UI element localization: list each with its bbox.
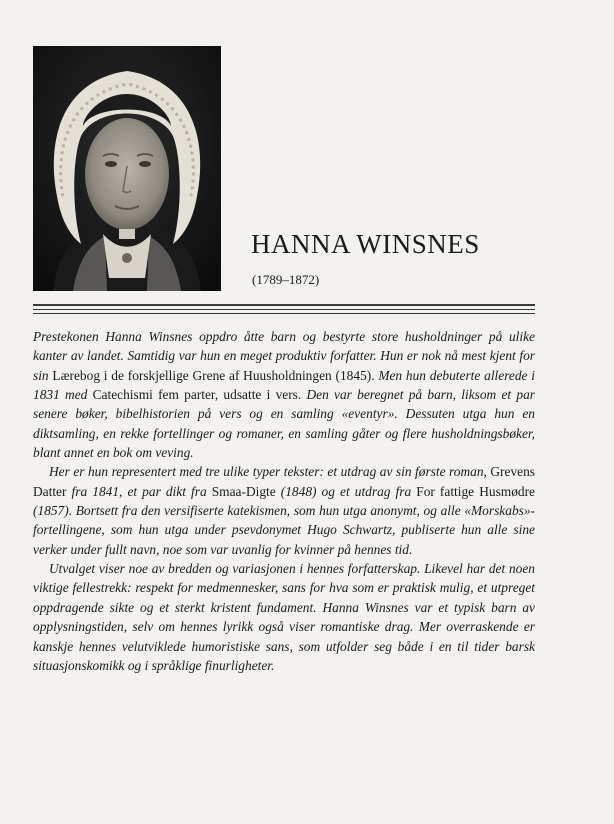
paragraph-text: (1857). Bortsett fra den versifiserte katekismen, som hun utga anonymt, og alle «Morskabs»-fortellingene, som hun utga under psevdonymet Hugo Schwartz, publiserte hun alle sine verker under fullt navn, noe som var uvanlig for kvinner på hennes tid. [33, 503, 535, 557]
portrait-illustration [33, 46, 221, 291]
paragraph-text: fra 1841, et par dikt fra [66, 483, 212, 499]
article-body [33, 327, 535, 675]
book-title: Catechismi fem parter, udsatte i vers. [92, 387, 302, 403]
paragraph-text: (1848) og et utdrag fra [275, 483, 417, 499]
paragraph-text: Den var beregnet på barn, liksom et par senere bøker, bibelhistorien på vers og en samling «eventyr». Dessuten utga hun en diktsamling, en rekke fortellinger og romaner, en samling gåter og flere husholdningsbøker, blant annet en bok om veving. [33, 387, 535, 461]
divider-rule [33, 313, 535, 314]
divider-rule [33, 304, 535, 306]
author-dates: (1789–1872) [252, 272, 320, 287]
paragraph-text: Her er hun representert med tre ulike typer tekster: et utdrag av sin første roman, [49, 464, 491, 480]
book-title: For fattige Husmødre [416, 483, 535, 499]
book-title: Grevens Datter [33, 464, 535, 499]
author-name: HANNA WINSNES [251, 229, 480, 259]
body-paragraph [33, 559, 535, 675]
book-title: Lærebog i de forskjellige Grene af Huusholdningen (1845). [52, 367, 375, 383]
paragraph-text: Men hun debuterte allerede i 1831 med [33, 367, 536, 403]
book-title: Smaa-Digte [211, 483, 276, 499]
body-paragraph [33, 462, 535, 559]
body-paragraph [33, 327, 535, 462]
portrait-photo [33, 46, 221, 291]
paragraph-text: Prestekonen Hanna Winsnes oppdro åtte barn og bestyrte store husholdninger på ulike kanter av landet. Samtidig var hun en meget produktiv forfatter. Hun er nok nå mest kjent for sin [33, 329, 535, 383]
paragraph-text: Utvalget viser noe av bredden og variasjonen i hennes forfatterskap. Likevel har det noen viktige fellestrekk: respekt for medmennesker, sans for hva som er praktisk mulig, et utpreget oppdragende sikte og et sterkt kristent fundament. Hanna Winsnes var et typisk barn av opplysningstiden, selv om hennes lyrikk også viser romantiske drag. Mer overraskende er kanskje hennes velutviklede humoristiske sans, som utfolder seg både i en til tider barsk situasjonskomikk og i språklige finurligheter. [33, 561, 535, 673]
divider-rule [33, 309, 535, 310]
